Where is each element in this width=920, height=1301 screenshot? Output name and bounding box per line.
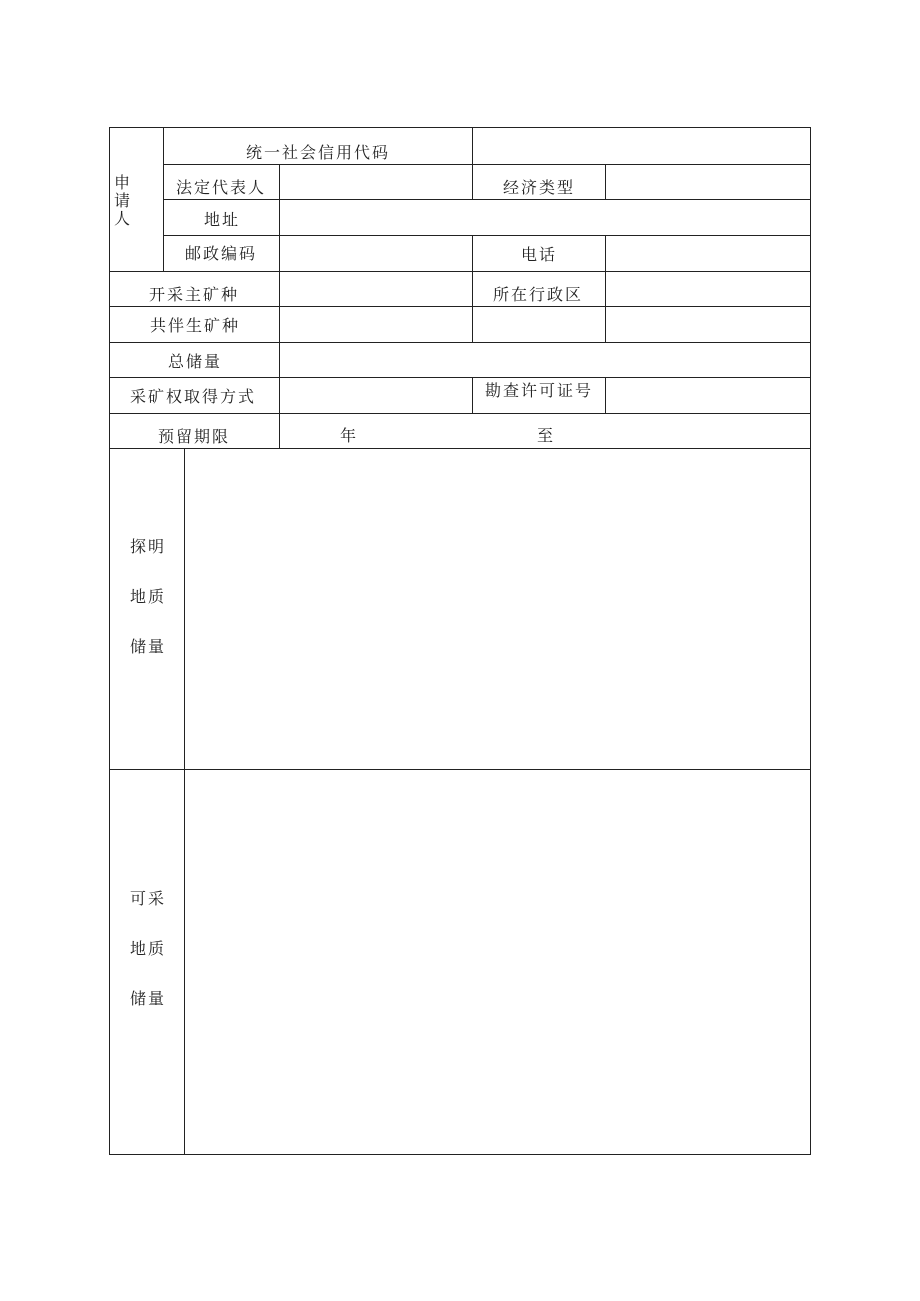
phone-label: 电话 <box>521 245 558 264</box>
column-divider <box>605 377 606 413</box>
row-divider <box>109 769 811 770</box>
proven-reserves-label-line3: 储量 <box>130 637 167 656</box>
column-divider <box>472 127 473 164</box>
applicant-label-char: 申 <box>113 173 130 192</box>
row-divider <box>109 306 811 307</box>
applicant-label-char: 请 <box>113 191 130 210</box>
column-divider <box>163 127 164 271</box>
to-label: 至 <box>537 426 556 445</box>
row-divider <box>109 271 811 272</box>
admin-region-label: 所在行政区 <box>493 285 584 304</box>
year-label: 年 <box>340 426 359 445</box>
row-divider <box>109 413 811 414</box>
column-divider <box>472 164 473 200</box>
legal-representative-label: 法定代表人 <box>176 178 267 197</box>
main-mineral-label: 开采主矿种 <box>149 285 240 304</box>
column-divider <box>184 448 185 1155</box>
column-divider <box>472 377 473 413</box>
row-divider <box>109 342 811 343</box>
column-divider <box>472 235 473 342</box>
minable-reserves-label-line3: 储量 <box>130 989 167 1008</box>
postal-code-label: 邮政编码 <box>185 244 258 263</box>
application-form-table <box>109 127 811 1155</box>
row-divider <box>109 448 811 449</box>
economic-type-label: 经济类型 <box>503 178 576 197</box>
column-divider <box>279 164 280 448</box>
applicant-group-label <box>112 174 132 228</box>
address-label: 地址 <box>204 210 241 229</box>
total-reserve-label: 总储量 <box>168 352 223 371</box>
row-divider <box>163 235 811 236</box>
row-divider <box>163 164 811 165</box>
proven-reserves-label-line1: 探明 <box>130 537 167 556</box>
column-divider <box>605 235 606 342</box>
exploration-license-label: 勘查许可证号 <box>485 381 594 400</box>
row-divider <box>109 377 811 378</box>
proven-reserves-label-line2: 地质 <box>130 587 167 606</box>
minable-reserves-label-line1: 可采 <box>130 889 167 908</box>
column-divider <box>605 164 606 200</box>
applicant-label-char: 人 <box>113 209 130 228</box>
credit-code-label: 统一社会信用代码 <box>246 143 391 162</box>
associated-mineral-label: 共伴生矿种 <box>150 316 241 335</box>
row-divider <box>163 199 811 200</box>
acquisition-method-label: 采矿权取得方式 <box>130 387 257 406</box>
reservation-period-label: 预留期限 <box>158 427 231 446</box>
minable-reserves-label-line2: 地质 <box>130 939 167 958</box>
